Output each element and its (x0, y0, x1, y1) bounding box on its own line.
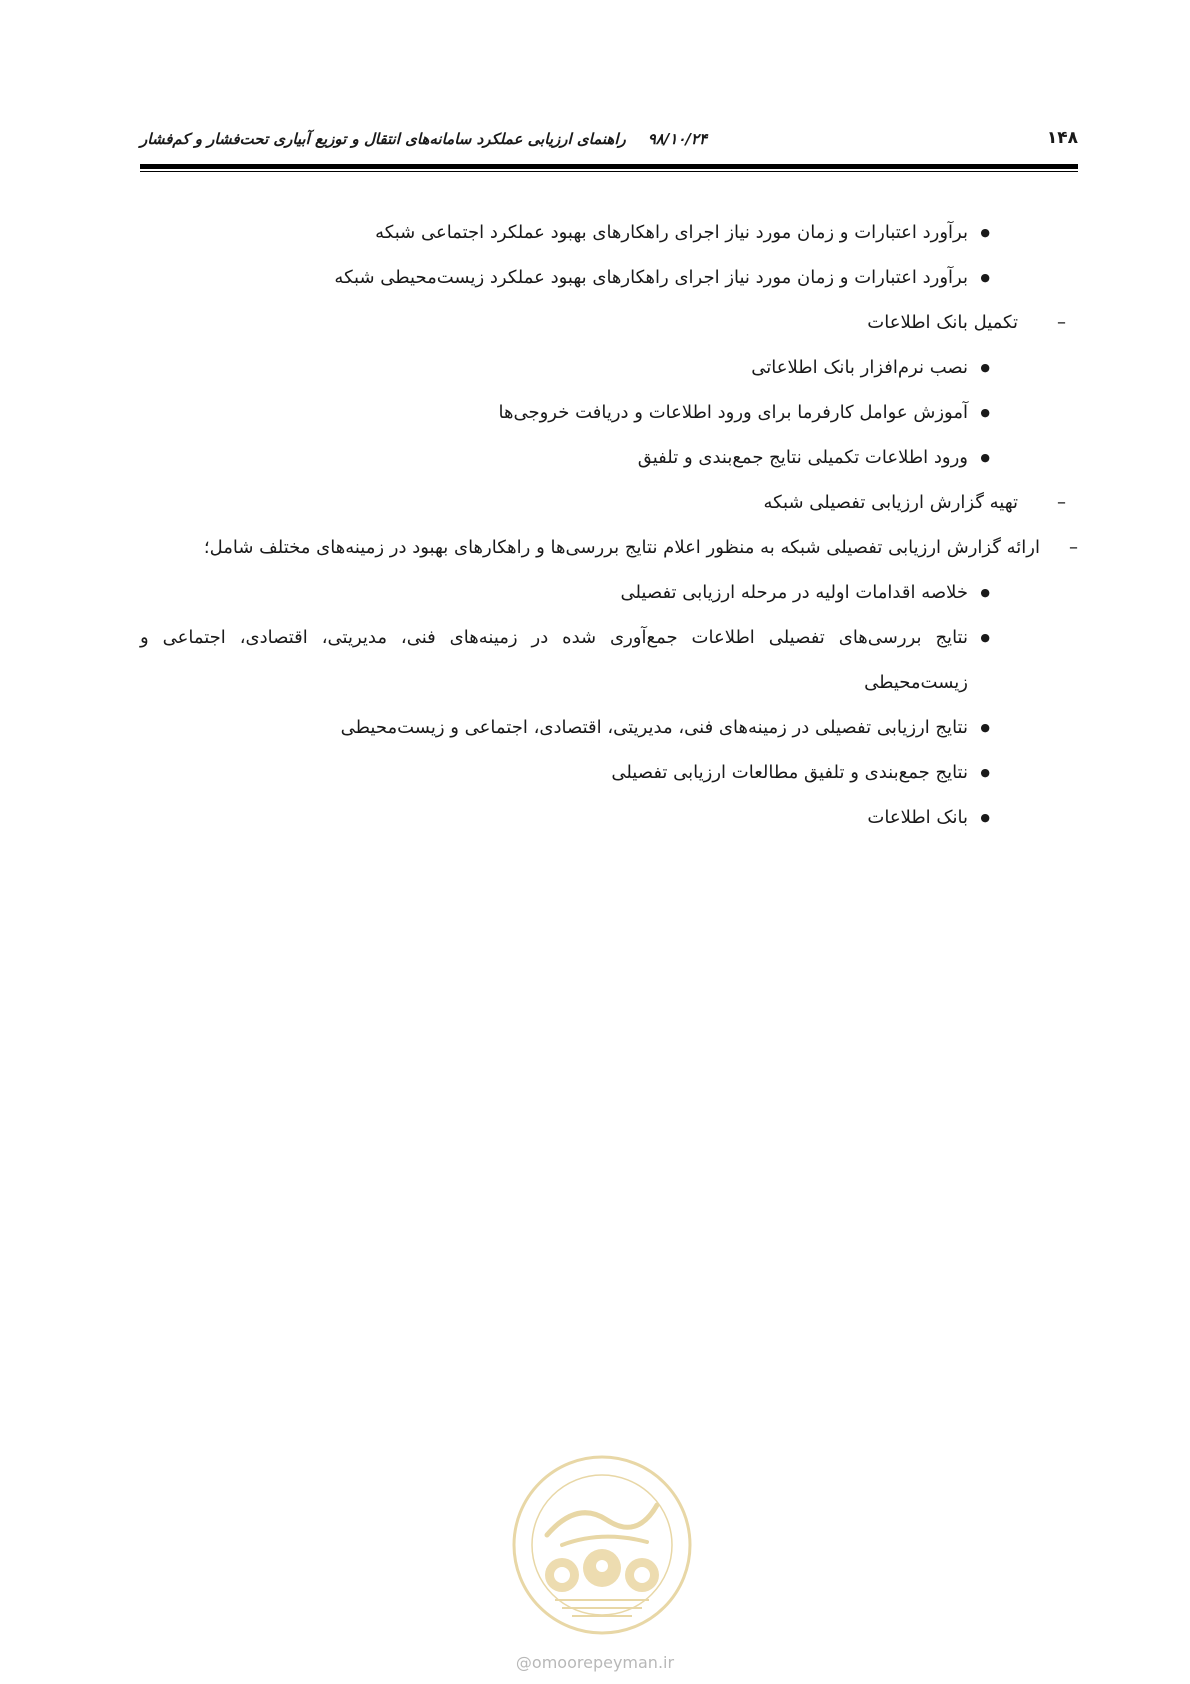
list-item: ● نصب نرم‌افزار بانک اطلاعاتی (140, 345, 1078, 390)
watermark-logo (507, 1450, 697, 1640)
list-item: ● برآورد اعتبارات و زمان مورد نیاز اجرای راهکارهای بهبود عملکرد اجتماعی شبکه (140, 210, 1078, 255)
list-item: ● نتایج جمع‌بندی و تلفیق مطالعات ارزیابی تفصیلی (140, 750, 1078, 795)
list-item: ● برآورد اعتبارات و زمان مورد نیاز اجرای راهکارهای بهبود عملکرد زیست‌محیطی شبکه (140, 255, 1078, 300)
list-item: ● آموزش عوامل کارفرما برای ورود اطلاعات و دریافت خروجی‌ها (140, 390, 1078, 435)
dash-item: – ارائه گزارش ارزیابی تفصیلی شبکه به منظور اعلام نتایج بررسی‌ها و راهکارهای بهبود در زمینه‌های مختلف شامل؛ (140, 525, 1078, 570)
body-text (140, 210, 1078, 840)
dash-item: – تکمیل بانک اطلاعات (140, 300, 1078, 345)
page-header (140, 126, 1078, 156)
list-item: ● نتایج بررسی‌های تفصیلی اطلاعات جمع‌آوری شده در زمینه‌های فنی، مدیریتی، اقتصادی، اجتماعی و زیست‌محیطی (140, 615, 1078, 705)
page-number: ۱۴۸ (1046, 128, 1078, 148)
header-title-text: راهنمای ارزیابی عملکرد سامانه‌های انتقال و توزیع آبیاری تحت‌فشار و کم‌فشار (140, 130, 626, 148)
header-rule-thin (140, 171, 1078, 172)
list-item: ● ورود اطلاعات تکمیلی نتایج جمع‌بندی و تلفیق (140, 435, 1078, 480)
list-item: ● بانک اطلاعات (140, 795, 1078, 840)
header-rule-thick (140, 164, 1078, 169)
header-date: ۹۸/۱۰/۲۴ (647, 130, 708, 148)
dash-item: – تهیه گزارش ارزیابی تفصیلی شبکه (140, 480, 1078, 525)
running-title (140, 130, 707, 148)
list-item: ● خلاصه اقدامات اولیه در مرحله ارزیابی تفصیلی (140, 570, 1078, 615)
list-item: ● نتایج ارزیابی تفصیلی در زمینه‌های فنی، مدیریتی، اقتصادی، اجتماعی و زیست‌محیطی (140, 705, 1078, 750)
watermark-url: @omoorepeyman.ir (515, 1653, 675, 1672)
